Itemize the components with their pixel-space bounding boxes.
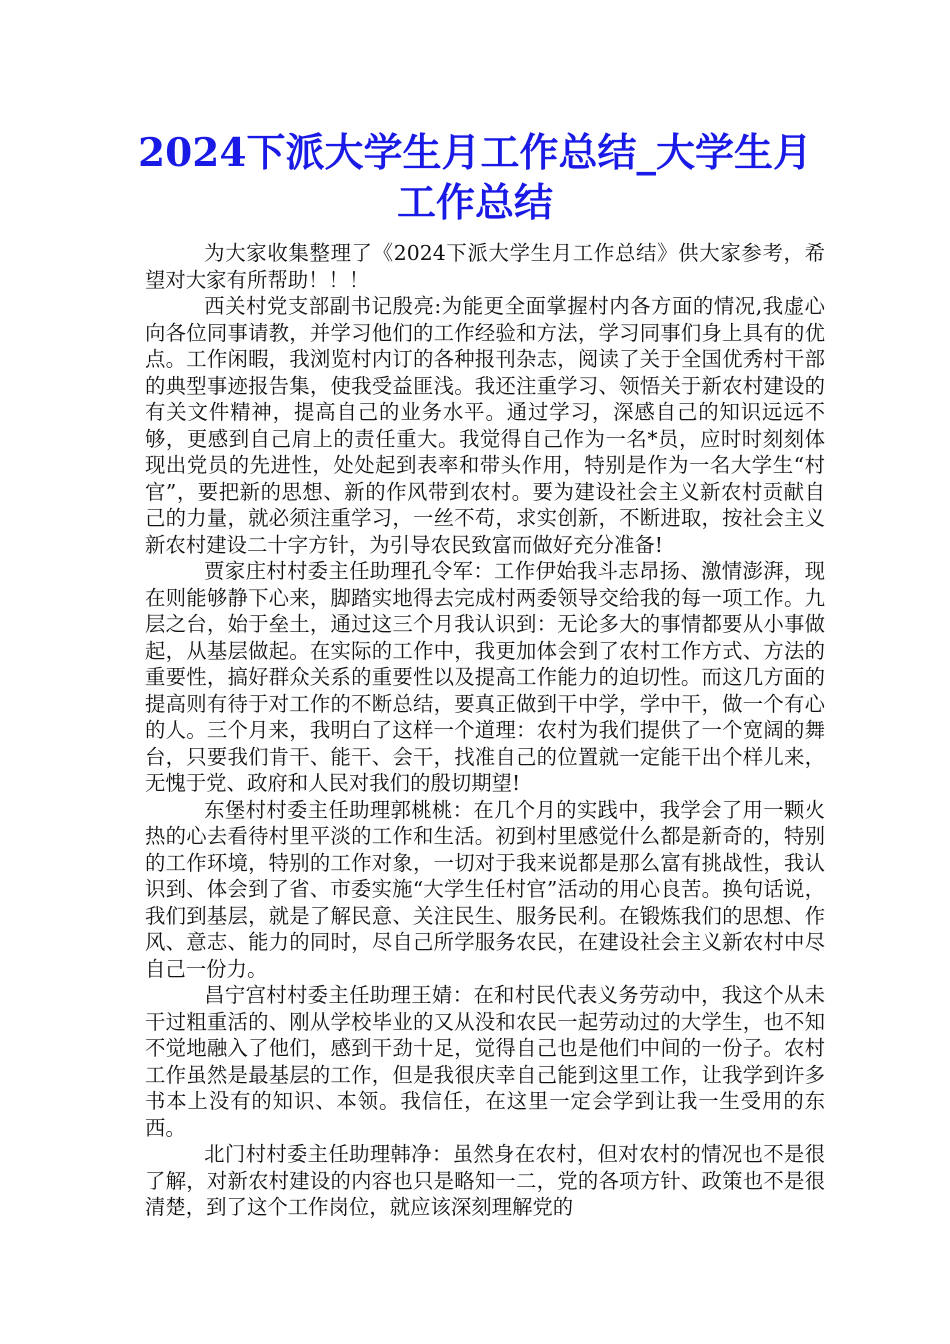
paragraph-intro: 为大家收集整理了《2024下派大学生月工作总结》供大家参考，希望对大家有所帮助！！！ <box>145 241 825 292</box>
paragraph-han-jing: 北门村村委主任助理韩净：虽然身在农村，但对农村的情况也不是很了解，对新农村建设的内容也只是略知一二，党的各项方针、政策也不是很清楚，到了这个工作岗位，就应该深刻理解党的 <box>145 1142 825 1219</box>
document-body <box>145 240 825 1221</box>
paragraph-guo-taotao: 东堡村村委主任助理郭桃桃：在几个月的实践中，我学会了用一颗火热的心去看待村里平淡的工作和生活。初到村里感觉什么都是新奇的，特别的工作环境，特别的工作对象，一切对于我来说都是那么富有挑战性，我认识到、体会到了省、市委实施“大学生任村官”活动的用心良苦。换句话说，我们到基层，就是了解民意、关注民生、服务民利。在锻炼我们的思想、作风、意志、能力的同时，尽自己所学服务农民，在建设社会主义新农村中尽自己一份力。 <box>145 797 825 981</box>
document-title: 2024下派大学生月工作总结_大学生月工作总结 <box>137 130 813 226</box>
paragraph-wang-jing: 昌宁宫村村委主任助理王婧：在和村民代表义务劳动中，我这个从未干过粗重活的、刚从学校毕业的又从没和农民一起劳动过的大学生，也不知不觉地融入了他们，感到干劲十足，觉得自己也是他们中间的一份子。农村工作虽然是最基层的工作，但是我很庆幸自己能到这里工作，让我学到许多书本上没有的知识、本领。我信任，在这里一定会学到让我一生受用的东西。 <box>145 983 825 1140</box>
paragraph-yin-liang: 西关村党支部副书记殷亮:为能更全面掌握村内各方面的情况,我虚心向各位同事请教，并学习他们的工作经验和方法，学习同事们身上具有的优点。工作闲暇，我浏览村内订的各种报刊杂志，阅读了关于全国优秀村干部的典型事迹报告集，使我受益匪浅。我还注重学习、领悟关于新农村建设的有关文件精神，提高自己的业务水平。通过学习，深感自己的知识远远不够，更感到自己肩上的责任重大。我觉得自己作为一名*员，应时时刻刻体现出党员的先进性，处处起到表率和带头作用，特别是作为一名大学生“村官”，要把新的思想、新的作风带到农村。要为建设社会主义新农村贡献自己的力量，就必须注重学习，一丝不苟，求实创新，不断进取，按社会主义新农村建设二十字方针，为引导农民致富而做好充分准备! <box>145 294 825 557</box>
paragraph-kong-lingjun: 贾家庄村村委主任助理孔令军：工作伊始我斗志昂扬、激情澎湃，现在则能够静下心来，脚踏实地得去完成村两委领导交给我的每一项工作。九层之台，始于垒土，通过这三个月我认识到：无论多大的事情都要从小事做起，从基层做起。在实际的工作中，我更加体会到了农村工作方式、方法的重要性，搞好群众关系的重要性以及提高工作能力的迫切性。而这几方面的提高则有待于对工作的不断总结，要真正做到干中学，学中干，做一个有心的人。三个月来，我明白了这样一个道理：农村为我们提供了一个宽阔的舞台，只要我们肯干、能干、会干，找准自己的位置就一定能干出个样儿来，无愧于党、政府和人民对我们的殷切期望! <box>145 559 825 795</box>
